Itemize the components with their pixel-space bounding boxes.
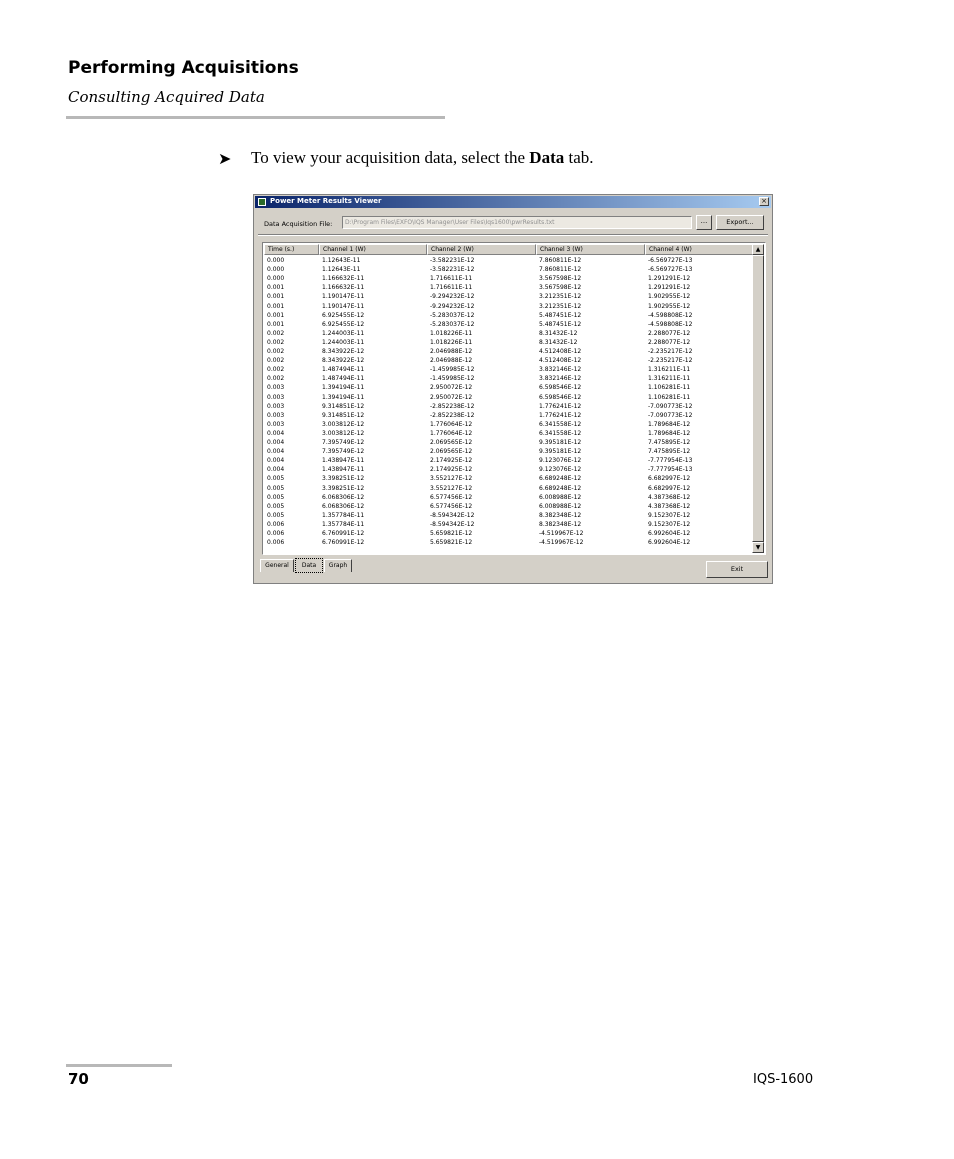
table-cell: 0.003 [267,420,285,428]
table-cell: 1.291291E-12 [648,275,691,283]
table-cell: 1.902955E-12 [648,302,691,310]
table-cell: 0.002 [267,366,285,374]
table-row[interactable] [264,484,750,493]
table-cell: 9.314851E-12 [322,411,365,419]
table-cell: 0.000 [267,257,285,264]
table-cell: 0.005 [267,475,285,483]
table-cell: 7.475895E-12 [648,439,691,446]
table-cell: 1.166632E-11 [322,275,365,283]
table-row[interactable] [264,292,750,301]
table-cell: 6.577456E-12 [430,493,473,501]
table-cell: 3.567598E-12 [539,284,582,292]
table-cell: 0.002 [267,357,285,365]
title-bar [255,196,771,208]
results-viewer-window [253,194,773,584]
instruction-suffix: tab. [564,148,594,167]
table-cell: 1.316211E-11 [648,366,691,374]
table-row[interactable] [264,356,750,365]
data-grid[interactable] [262,242,766,555]
table-cell: 1.12643E-11 [322,266,361,274]
table-cell: 0.002 [267,375,285,383]
table-cell: -6.569727E-13 [648,266,693,274]
table-cell: 9.314851E-12 [322,402,365,410]
table-row[interactable] [264,329,750,338]
table-cell: 0.002 [267,348,285,355]
table-cell: 0.006 [267,520,285,528]
table-cell: 5.659821E-12 [430,530,473,537]
table-cell: 0.001 [267,284,285,292]
table-cell: 5.659821E-12 [430,539,473,547]
table-row[interactable] [264,538,750,547]
instruction-bold: Data [529,148,565,167]
table-cell: 1.394194E-11 [322,384,365,392]
table-cell: 2.288077E-12 [648,338,691,346]
table-cell: -3.582231E-12 [430,266,475,274]
table-cell: -8.594342E-12 [430,520,475,528]
table-cell: 9.123076E-12 [539,466,582,474]
table-row[interactable] [264,265,750,274]
exit-button[interactable]: Exit [706,561,768,578]
table-cell: 6.341558E-12 [539,420,582,428]
file-label: Data Acquisition File: [264,220,333,228]
column-header[interactable]: Channel 4 (W) [645,244,753,255]
scroll-thumb[interactable] [752,255,764,542]
table-cell: 0.006 [267,539,285,547]
table-cell: 6.925455E-12 [322,320,365,328]
table-cell: -7.777954E-13 [648,466,693,474]
table-cell: -1.459985E-12 [430,375,475,383]
table-cell: 9.395181E-12 [539,448,582,456]
table-row[interactable] [264,447,750,456]
table-cell: 1.776241E-12 [539,402,582,410]
table-cell: 6.682997E-12 [648,484,691,492]
export-button[interactable]: Export... [716,215,764,230]
table-cell: 1.438947E-11 [322,466,365,474]
table-cell: 6.925455E-12 [322,311,365,319]
column-header[interactable]: Channel 2 (W) [427,244,536,255]
footer-rule [66,1064,172,1067]
table-cell: 6.008988E-12 [539,493,582,501]
table-cell: 4.387368E-12 [648,493,691,501]
table-cell: 5.487451E-12 [539,320,582,328]
table-cell: -3.582231E-12 [430,257,475,264]
table-cell: 6.689248E-12 [539,484,582,492]
table-cell: 7.860811E-12 [539,266,582,274]
table-cell: -4.519967E-12 [539,539,584,547]
table-cell: 2.174925E-12 [430,457,473,465]
table-cell: 0.005 [267,493,285,501]
table-cell: 7.475895E-12 [648,448,691,456]
table-row[interactable] [264,529,750,538]
table-row[interactable] [264,311,750,320]
table-row[interactable] [264,302,750,311]
table-cell: 9.152307E-12 [648,511,691,519]
arrow-bullet-icon: ➤ [218,151,232,168]
table-row[interactable] [264,283,750,292]
table-cell: 1.716611E-11 [430,284,473,292]
table-cell: 3.567598E-12 [539,275,582,283]
table-cell: 1.357784E-11 [322,520,365,528]
table-cell: -4.519967E-12 [539,530,584,537]
table-cell: 1.190147E-11 [322,293,365,301]
table-cell: 9.152307E-12 [648,520,691,528]
table-cell: 0.004 [267,466,285,474]
table-row[interactable] [264,274,750,283]
table-cell: 3.552127E-12 [430,475,473,483]
scroll-down-icon[interactable]: ▼ [752,542,764,553]
table-cell: 9.395181E-12 [539,439,582,446]
table-cell: -9.294232E-12 [430,302,475,310]
table-cell: -4.598808E-12 [648,311,693,319]
grid-header [264,244,750,255]
table-cell: 1.776241E-12 [539,411,582,419]
table-cell: 6.341558E-12 [539,429,582,437]
table-cell: -2.852238E-12 [430,402,475,410]
table-cell: 0.005 [267,484,285,492]
table-cell: 1.357784E-11 [322,511,365,519]
table-cell: 0.003 [267,411,285,419]
table-cell: 3.398251E-12 [322,484,365,492]
table-cell: 0.004 [267,429,285,437]
table-cell: 8.382348E-12 [539,511,582,519]
table-cell: 3.212351E-12 [539,293,582,301]
table-cell: 1.244003E-11 [322,329,365,337]
table-row[interactable] [264,411,750,420]
table-row[interactable] [264,320,750,329]
table-row[interactable] [264,365,750,374]
table-cell: -7.090773E-12 [648,411,693,419]
table-cell: 0.004 [267,448,285,456]
table-row[interactable] [264,493,750,502]
table-cell: -5.283037E-12 [430,311,475,319]
column-header[interactable]: Channel 1 (W) [319,244,427,255]
table-cell: 8.343922E-12 [322,357,365,365]
table-cell: 2.069565E-12 [430,439,473,446]
table-cell: 0.006 [267,530,285,537]
table-cell: 1.487494E-11 [322,366,365,374]
table-cell: 8.31432E-12 [539,338,578,346]
section-title: Performing Acquisitions [68,58,299,78]
table-cell: -5.283037E-12 [430,320,475,328]
table-cell: 0.004 [267,457,285,465]
table-row[interactable] [264,393,750,402]
table-cell: 3.398251E-12 [322,475,365,483]
table-cell: 6.598546E-12 [539,384,582,392]
table-cell: -2.235217E-12 [648,348,693,355]
window-title: Power Meter Results Viewer [270,197,382,205]
table-cell: 2.046988E-12 [430,357,473,365]
table-row[interactable] [264,502,750,511]
table-cell: 8.343922E-12 [322,348,365,355]
table-row[interactable] [264,438,750,447]
table-row[interactable] [264,383,750,392]
table-cell: 1.316211E-11 [648,375,691,383]
table-cell: 0.000 [267,275,285,283]
table-cell: 8.382348E-12 [539,520,582,528]
table-row[interactable] [264,520,750,529]
tab-general[interactable]: General [260,559,294,572]
table-row[interactable] [264,511,750,520]
table-row[interactable] [264,429,750,438]
table-cell: 4.512408E-12 [539,348,582,355]
table-cell: 0.001 [267,302,285,310]
table-cell: 3.552127E-12 [430,484,473,492]
section-subtitle: Consulting Acquired Data [68,88,265,106]
table-cell: 1.438947E-11 [322,457,365,465]
table-cell: -6.569727E-13 [648,257,693,264]
table-cell: 6.760991E-12 [322,539,365,547]
table-cell: 4.512408E-12 [539,357,582,365]
table-cell: 0.005 [267,502,285,510]
table-cell: 1.789684E-12 [648,429,691,437]
column-header[interactable]: Channel 3 (W) [536,244,645,255]
table-cell: 1.776064E-12 [430,420,473,428]
page-number: 70 [68,1070,89,1088]
table-cell: 7.395749E-12 [322,448,365,456]
table-row[interactable] [264,456,750,465]
table-cell: 3.003812E-12 [322,420,365,428]
table-cell: 7.860811E-12 [539,257,582,264]
table-row[interactable] [264,338,750,347]
table-cell: 6.689248E-12 [539,475,582,483]
table-cell: -2.235217E-12 [648,357,693,365]
app-icon [258,198,266,206]
column-header[interactable]: Time (s.) [264,244,319,255]
table-cell: 1.394194E-11 [322,393,365,401]
tab-data[interactable]: Data [295,558,323,573]
table-row[interactable] [264,465,750,474]
table-cell: 1.190147E-11 [322,302,365,310]
table-cell: 6.992604E-12 [648,539,691,547]
table-cell: -7.090773E-12 [648,402,693,410]
table-cell: 7.395749E-12 [322,439,365,446]
table-cell: 1.244003E-11 [322,338,365,346]
instruction-prefix: To view your acquisition data, select the [251,148,530,167]
vertical-scrollbar[interactable] [752,244,764,553]
table-cell: 3.832146E-12 [539,366,582,374]
table-row[interactable] [264,347,750,356]
table-cell: 5.487451E-12 [539,311,582,319]
table-cell: 0.002 [267,338,285,346]
close-icon[interactable]: × [759,197,769,206]
table-cell: 1.291291E-12 [648,284,691,292]
table-cell: 1.789684E-12 [648,420,691,428]
table-row[interactable] [264,374,750,383]
separator [258,234,768,236]
table-cell: 1.12643E-11 [322,257,361,264]
table-cell: 0.001 [267,293,285,301]
table-cell: 2.950072E-12 [430,384,473,392]
table-cell: 3.212351E-12 [539,302,582,310]
table-cell: 6.682997E-12 [648,475,691,483]
table-cell: 3.832146E-12 [539,375,582,383]
table-cell: 3.003812E-12 [322,429,365,437]
table-cell: 0.001 [267,320,285,328]
file-path-field[interactable]: D:\Program Files\EXFO\IQS Manager\User Files\Iqs1600\pwrResults.txt [342,216,692,229]
table-row[interactable] [264,256,750,265]
table-cell: 2.046988E-12 [430,348,473,355]
table-cell: -9.294232E-12 [430,293,475,301]
table-cell: 0.003 [267,384,285,392]
table-cell: 0.003 [267,393,285,401]
table-cell: 1.018226E-11 [430,338,473,346]
table-cell: 6.598546E-12 [539,393,582,401]
table-cell: -4.598808E-12 [648,320,693,328]
table-cell: 9.123076E-12 [539,457,582,465]
table-cell: 0.005 [267,511,285,519]
table-row[interactable] [264,420,750,429]
table-cell: 1.106281E-11 [648,384,691,392]
browse-button[interactable]: ... [696,215,712,230]
scroll-up-icon[interactable]: ▲ [752,244,764,255]
table-cell: 2.069565E-12 [430,448,473,456]
table-cell: -2.852238E-12 [430,411,475,419]
table-cell: 2.174925E-12 [430,466,473,474]
table-cell: 6.068306E-12 [322,493,365,501]
table-cell: -1.459985E-12 [430,366,475,374]
table-cell: 6.068306E-12 [322,502,365,510]
table-cell: 6.577456E-12 [430,502,473,510]
table-cell: 6.992604E-12 [648,530,691,537]
table-cell: 1.106281E-11 [648,393,691,401]
table-cell: -7.777954E-13 [648,457,693,465]
table-cell: 6.760991E-12 [322,530,365,537]
table-row[interactable] [264,474,750,483]
table-cell: 1.487494E-11 [322,375,365,383]
table-cell: 1.018226E-11 [430,329,473,337]
table-cell: -8.594342E-12 [430,511,475,519]
table-cell: 0.001 [267,311,285,319]
table-cell: 0.003 [267,402,285,410]
table-cell: 2.950072E-12 [430,393,473,401]
product-name: IQS-1600 [753,1072,814,1087]
tab-graph[interactable]: Graph [324,559,352,572]
table-cell: 0.002 [267,329,285,337]
table-cell: 8.31432E-12 [539,329,578,337]
table-cell: 0.000 [267,266,285,274]
table-cell: 1.902955E-12 [648,293,691,301]
table-cell: 0.004 [267,439,285,446]
table-cell: 2.288077E-12 [648,329,691,337]
table-row[interactable] [264,402,750,411]
table-cell: 4.387368E-12 [648,502,691,510]
table-cell: 1.166632E-11 [322,284,365,292]
table-cell: 1.716611E-11 [430,275,473,283]
header-rule [66,116,445,119]
table-cell: 1.776064E-12 [430,429,473,437]
table-cell: 6.008988E-12 [539,502,582,510]
